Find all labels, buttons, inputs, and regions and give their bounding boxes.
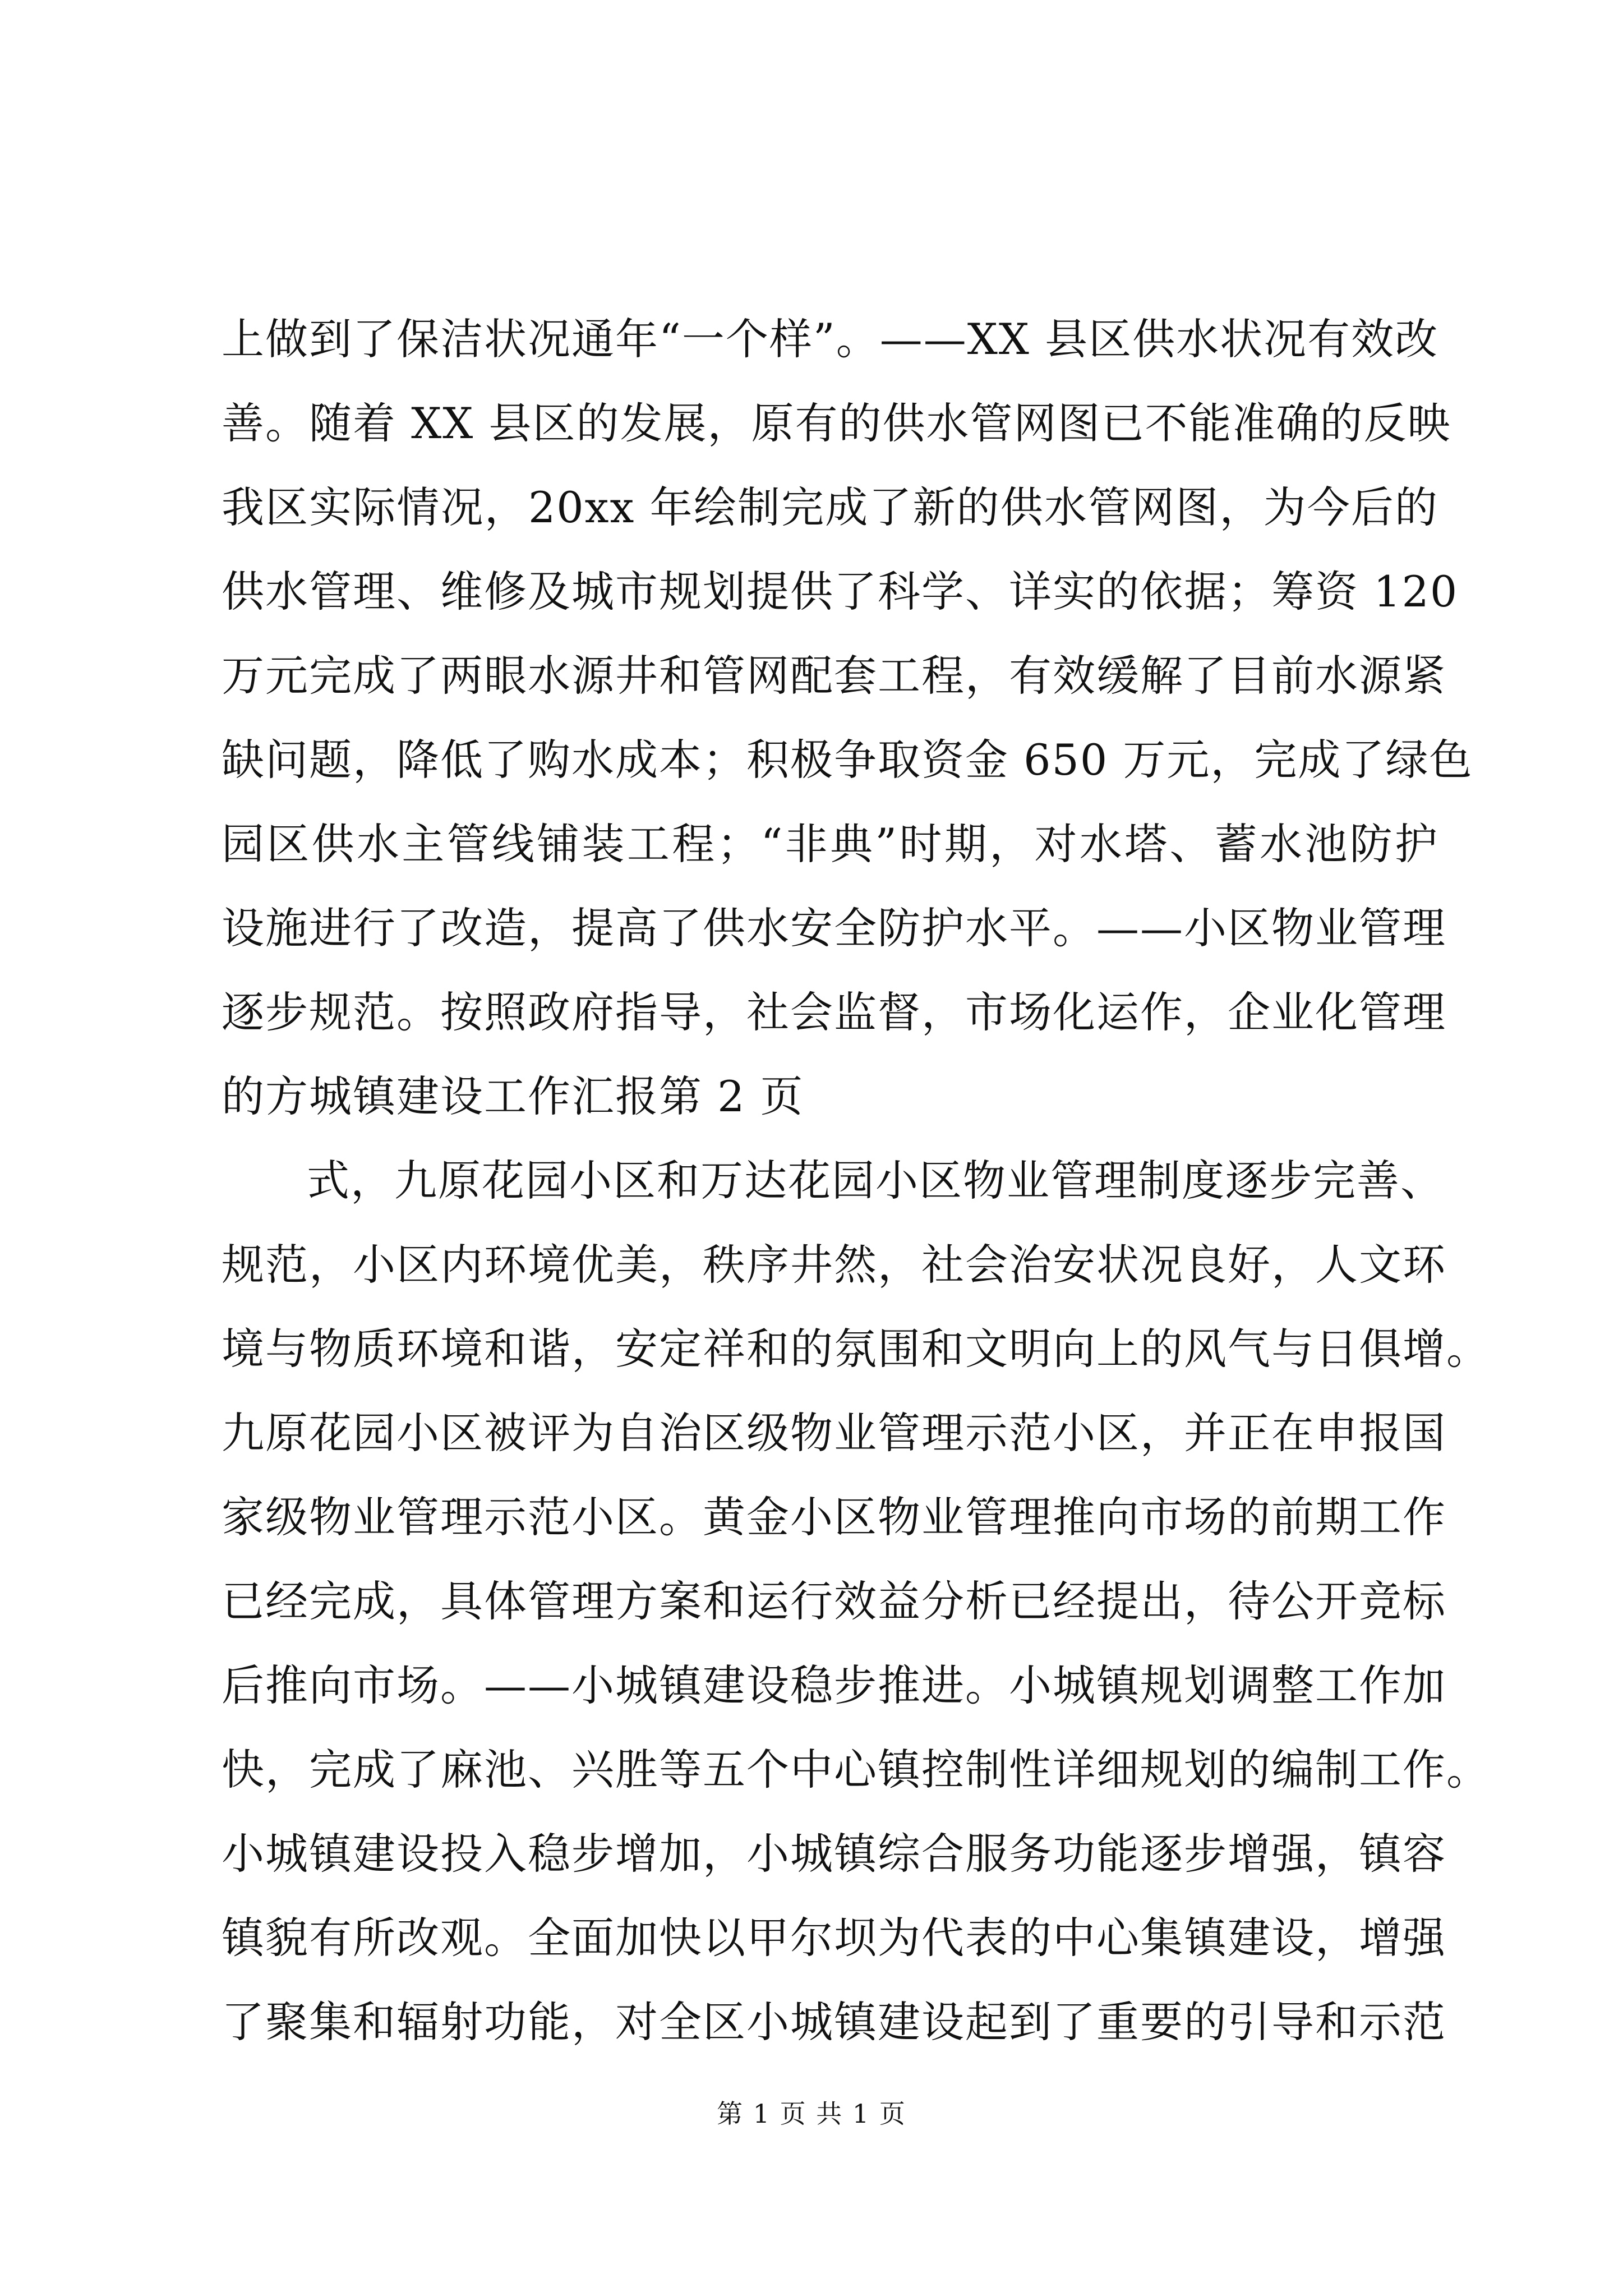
text-line: 供水管理、维修及城市规划提供了科学、详实的依据；筹资 120 [222,567,1459,616]
text-line: 小城镇建设投入稳步增加，小城镇综合服务功能逐步增强，镇容 [222,1829,1446,1879]
text-line: 缺问题，降低了购水成本；积极争取资金 650 万元，完成了绿色 [222,735,1473,785]
text-line: 已经完成，具体管理方案和运行效益分析已经提出，待公开竞标 [222,1576,1446,1626]
text-line: 我区实际情况，20xx 年绘制完成了新的供水管网图，为今后的 [222,482,1438,532]
text-line: 式，九原花园小区和万达花园小区物业管理制度逐步完善、 [307,1156,1444,1205]
text-line: 的方城镇建设工作汇报第 2 页 [222,1071,804,1121]
text-line: 境与物质环境和谐，安定祥和的氛围和文明向上的风气与日俱增。 [222,1324,1490,1374]
text-line: 家级物业管理示范小区。黄金小区物业管理推向市场的前期工作 [222,1492,1446,1542]
document-body [222,297,1490,2064]
page-number-label: 第 1 页 共 1 页 [717,2099,906,2129]
text-line: 上做到了保洁状况通年“一个样”。——XX 县区供水状况有效改 [222,314,1439,364]
text-line: 后推向市场。——小城镇建设稳步推进。小城镇规划调整工作加 [222,1660,1446,1710]
text-line: 万元完成了两眼水源井和管网配套工程，有效缓解了目前水源紧 [222,651,1446,701]
text-line: 园区供水主管线铺装工程；“非典”时期，对水塔、蓄水池防护 [222,819,1438,869]
page-footer [0,2097,1623,2131]
text-line: 规范，小区内环境优美，秩序井然，社会治安状况良好，人文环 [222,1240,1446,1290]
text-line: 善。随着 XX 县区的发展，原有的供水管网图已不能准确的反映 [222,398,1451,448]
text-line: 逐步规范。按照政府指导，社会监督，市场化运作，企业化管理 [222,987,1446,1037]
text-line: 镇貌有所改观。全面加快以甲尔坝为代表的中心集镇建设，增强 [222,1913,1446,1963]
text-line: 九原花园小区被评为自治区级物业管理示范小区，并正在申报国 [222,1408,1446,1458]
text-line: 了聚集和辐射功能，对全区小城镇建设起到了重要的引导和示范 [222,1997,1446,2047]
text-line: 设施进行了改造，提高了供水安全防护水平。——小区物业管理 [222,903,1446,953]
text-line: 快，完成了麻池、兴胜等五个中心镇控制性详细规划的编制工作。 [222,1745,1490,1795]
